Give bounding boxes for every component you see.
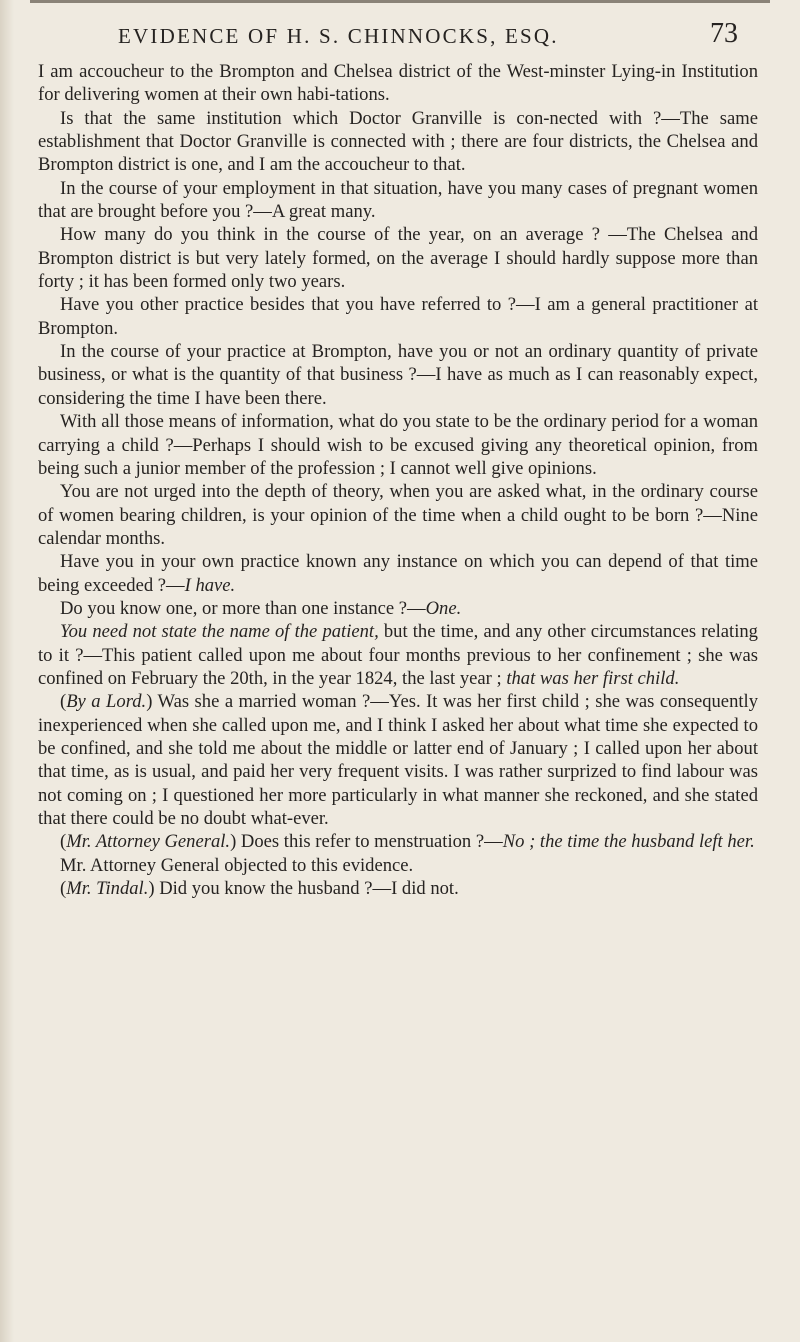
paragraph-10: Do you know one, or more than one instance ?—One. xyxy=(60,597,462,619)
paragraph-7: With all those means of information, what do you state to be the ordinary period for a woman carrying a child ?—Perhaps I should wish to be excused giving any theoretical opinion, from being such a junior member of the profession ; I cannot well give opinions. xyxy=(38,411,758,479)
paragraph-4: How many do you think in the course of the year, on an average ? —The Chelsea and Brompton district is but very lately formed, on the average I should hardly suppose more than forty ; it has been formed only two years. xyxy=(38,224,758,293)
paragraph-6: In the course of your practice at Brompton, have you or not an ordinary quantity of private business, or what is the quantity of that business ?—I have as much as I can reasonably expect, considering the time I have been there. xyxy=(38,341,758,409)
paragraph-13: (Mr. Attorney General.) Does this refer to menstruation ?—No ; the time the husband left her. xyxy=(60,831,755,853)
page-number: 73 xyxy=(710,18,738,49)
page-gutter-shadow xyxy=(0,0,14,1342)
paragraph-12: (By a Lord.) Was she a married woman ?—Yes. It was her first child ; she was consequently inexperienced when she called upon me, and I think I asked her about what time she expected to be confined, and she told me about the middle or latter end of January ; I called upon her about that time, as is usual, and paid her very frequent visits. I was rather surprized to find labour was not coming on ; I questioned her more particularly in what manner she reckoned, and she stated that there could be no doubt what-ever. xyxy=(38,691,758,829)
body-text xyxy=(38,60,758,900)
paragraph-8: You are not urged into the depth of theory, when you are asked what, in the ordinary course of women bearing children, is your opinion of the time when a child ought to be born ?—Nine calendar months. xyxy=(38,481,758,549)
paragraph-9: Have you in your own practice known any instance on which you can depend of that time being exceeded ?—I have. xyxy=(38,551,758,596)
paragraph-1: I am accoucheur to the Brompton and Chelsea district of the West-minster Lying-in Institution for delivering women at their own habi-tations. xyxy=(38,61,758,106)
running-title: EVIDENCE OF H. S. CHINNOCKS, ESQ. xyxy=(118,24,559,48)
paragraph-15: (Mr. Tindal.) Did you know the husband ?—I did not. xyxy=(60,878,459,900)
paragraph-11: You need not state the name of the patient, but the time, and any other circumstances relating to it ?—This patient called upon me about four months previous to her confinement ; she was confined on February the 20th, in the year 1824, the last year ; that was her first child. xyxy=(38,621,758,689)
paragraph-14: Mr. Attorney General objected to this evidence. xyxy=(60,854,414,876)
paragraph-5: Have you other practice besides that you have referred to ?—I am a general practitioner at Brompton. xyxy=(38,294,758,339)
top-edge-rule xyxy=(30,0,770,3)
running-header xyxy=(118,18,738,52)
paragraph-2: Is that the same institution which Doctor Granville is con-nected with ?—The same establishment that Doctor Granville is connected with ; there are four districts, the Chelsea and Brompton district is one, and I am the accoucheur to that. xyxy=(38,107,758,176)
paragraph-3: In the course of your employment in that situation, have you many cases of pregnant women that are brought before you ?—A great many. xyxy=(38,177,758,223)
